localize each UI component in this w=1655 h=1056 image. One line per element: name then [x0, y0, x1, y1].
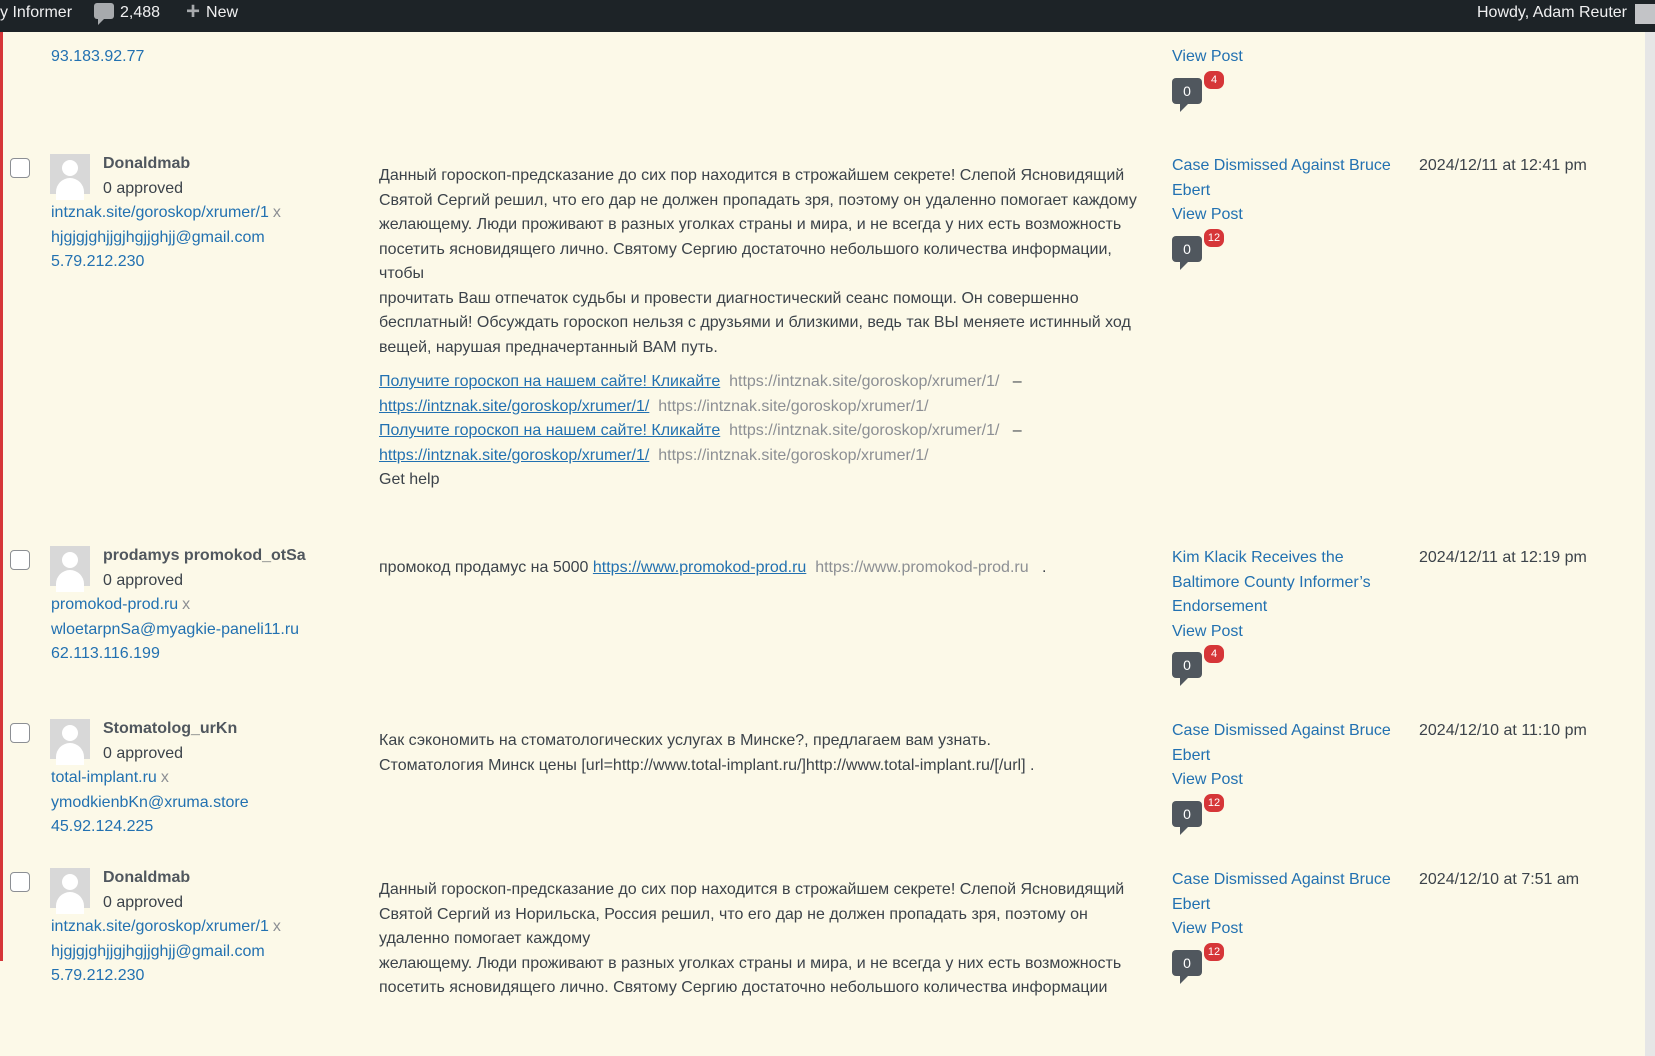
view-post-link[interactable]: View Post — [1172, 622, 1243, 640]
comment-closing: Get help — [379, 471, 440, 488]
pending-count: 12 — [1202, 792, 1226, 814]
comment-link[interactable]: Получите гороскоп на нашем сайте! Кликайте — [379, 422, 721, 439]
comment-paragraph: Как сэкономить на стоматологических услугах в Минске?, предлагаем вам узнать. Стоматология Минск цены [url=http://www.total-implant.ru/]http://www.total-implant.ru/[/url] . — [379, 732, 1035, 774]
link-url: https://intznak.site/goroskop/xrumer/1/ — [729, 422, 1000, 439]
comment-content — [379, 164, 1139, 503]
table-row — [0, 142, 1645, 535]
plus-icon: + — [186, 0, 201, 26]
remove-url-button[interactable]: x — [160, 769, 169, 786]
author-name: prodamys promokod_otSa — [103, 547, 306, 564]
author-links — [51, 201, 281, 275]
author-info — [103, 717, 237, 766]
link-url: https://intznak.site/goroskop/xrumer/1/ — [729, 373, 1000, 390]
comment-date-link[interactable]: 2024/12/10 at 11:10 pm — [1419, 722, 1587, 739]
approved-count: 0 — [1172, 950, 1202, 976]
author-name: Donaldmab — [103, 869, 191, 886]
author-info — [103, 866, 190, 915]
author-links — [51, 593, 299, 667]
approved-count: 0 — [1172, 78, 1202, 104]
author-email-link[interactable]: wloetarpnSa@myagkie-paneli11.ru — [51, 620, 300, 638]
remove-url-button[interactable]: x — [272, 918, 281, 935]
remove-url-button[interactable]: x — [182, 596, 191, 613]
comment-links: Получите гороскоп на нашем сайте! Кликайте https://intznak.site/goroskop/xrumer/1/ – https://intznak.site/goroskop/xrumer/1/ https://intznak.site/goroskop/xrumer/1/ Получите гороскоп на нашем сайте! Кликайте https://intznak.site/goroskop/xrumer/1/ – https://intznak.site/goroskop/xrumer/1/ https://intznak.site/goroskop/xrumer/1/ Get help — [379, 373, 1022, 488]
author-ip-link[interactable]: 62.113.116.199 — [51, 645, 160, 662]
comment-link[interactable]: https://www.promokod-prod.ru — [592, 559, 807, 576]
comment-date-link[interactable]: 2024/12/11 at 12:41 pm — [1419, 157, 1587, 174]
comment-count-bubble[interactable] — [1172, 945, 1397, 990]
admin-bar-new[interactable] — [186, 0, 238, 32]
view-post-link[interactable]: View Post — [1172, 48, 1243, 65]
row-checkbox[interactable] — [10, 550, 30, 570]
author-info — [103, 152, 190, 201]
author-approved-count: 0 approved — [103, 179, 184, 197]
approved-count: 0 — [1172, 801, 1202, 827]
comments-table — [0, 32, 1645, 996]
table-row — [0, 534, 1645, 708]
author-links — [51, 915, 281, 989]
response-column — [1172, 868, 1397, 990]
author-url-link[interactable]: intznak.site/goroskop/xrumer/1 — [51, 918, 269, 935]
avatar — [50, 154, 90, 194]
author-ip-link[interactable]: 5.79.212.230 — [51, 253, 145, 270]
avatar — [50, 546, 90, 586]
view-post-link[interactable]: View Post — [1172, 920, 1243, 937]
table-row — [0, 856, 1645, 1056]
author-url-link[interactable]: intznak.site/goroskop/xrumer/1 — [51, 204, 269, 221]
pending-count: 12 — [1202, 227, 1226, 249]
new-label: New — [206, 4, 239, 21]
author-approved-count: 0 approved — [103, 744, 184, 762]
row-checkbox[interactable] — [10, 872, 30, 892]
view-post-link[interactable]: View Post — [1172, 206, 1243, 223]
comment-link[interactable]: https://intznak.site/goroskop/xrumer/1/ — [379, 446, 650, 464]
link-url: https://www.promokod-prod.ru — [815, 559, 1029, 576]
admin-bar-comments[interactable] — [94, 0, 160, 32]
comment-link[interactable]: Получите гороскоп на нашем сайте! Кликайте — [379, 373, 721, 390]
row-checkbox[interactable] — [10, 723, 30, 743]
response-column — [1172, 546, 1397, 692]
author-email-link[interactable]: hjgjgjghjjgjhgjjghjj@gmail.com — [51, 228, 265, 246]
author-approved-count: 0 approved — [103, 571, 184, 589]
response-column — [1172, 154, 1397, 276]
comment-count-bubble[interactable] — [1172, 231, 1397, 276]
author-name: Stomatolog_urKn — [103, 720, 238, 737]
post-title-link[interactable]: Case Dismissed Against Bruce Ebert — [1172, 157, 1391, 199]
author-url-link[interactable]: total-implant.ru — [51, 769, 157, 786]
response-column — [1172, 719, 1397, 841]
author-ip-link[interactable]: 45.92.124.225 — [51, 818, 154, 835]
avatar — [50, 868, 90, 908]
post-title-link[interactable]: Case Dismissed Against Bruce Ebert — [1172, 871, 1391, 913]
pending-count: 4 — [1202, 643, 1226, 665]
author-email-link[interactable]: ymodkienbKn@xruma.store — [51, 793, 249, 811]
author-approved-count: 0 approved — [103, 893, 184, 911]
comment-link[interactable]: https://intznak.site/goroskop/xrumer/1/ — [379, 397, 650, 415]
approved-count: 0 — [1172, 236, 1202, 262]
link-url: https://intznak.site/goroskop/xrumer/1/ — [658, 446, 929, 464]
author-ip-link[interactable]: 93.183.92.77 — [51, 48, 145, 65]
author-links — [51, 766, 249, 840]
post-title-link[interactable]: Kim Klacik Receives the Baltimore County Informer’s Endorsement — [1172, 549, 1371, 615]
author-info — [103, 544, 306, 593]
comment-date-link[interactable]: 2024/12/10 at 7:51 am — [1419, 871, 1580, 888]
comment-count-bubble[interactable] — [1172, 73, 1397, 118]
row-checkbox[interactable] — [10, 158, 30, 178]
author-url-link[interactable]: promokod-prod.ru — [51, 596, 179, 613]
avatar — [50, 719, 90, 759]
comment-content — [379, 878, 1139, 1011]
comment-bubble-icon — [94, 3, 114, 19]
author-ip-link[interactable]: 5.79.212.230 — [51, 967, 145, 984]
remove-url-button[interactable]: x — [272, 204, 281, 221]
link-url: https://intznak.site/goroskop/xrumer/1/ — [658, 397, 929, 415]
comments-count: 2,488 — [120, 4, 161, 21]
comment-date-link[interactable]: 2024/12/11 at 12:19 pm — [1419, 549, 1587, 566]
comment-count-bubble[interactable] — [1172, 648, 1397, 692]
post-title-link[interactable]: Case Dismissed Against Bruce Ebert — [1172, 722, 1391, 764]
pending-count: 4 — [1202, 69, 1226, 91]
view-post-link[interactable]: View Post — [1172, 771, 1243, 788]
response-column — [1172, 45, 1397, 118]
user-avatar[interactable] — [1635, 4, 1655, 24]
author-info — [51, 45, 144, 70]
site-name-link[interactable]: y Informer — [0, 4, 73, 21]
comment-content — [379, 729, 1139, 788]
pending-count: 12 — [1202, 941, 1226, 963]
table-row — [0, 707, 1645, 857]
author-name: Donaldmab — [103, 155, 191, 172]
comment-count-bubble[interactable] — [1172, 796, 1397, 841]
author-email-link[interactable]: hjgjgjghjjgjhgjjghjj@gmail.com — [51, 942, 265, 960]
approved-count: 0 — [1172, 652, 1202, 678]
howdy-user-menu[interactable]: Howdy, Adam Reuter — [1477, 4, 1627, 21]
comment-paragraph: промокод продамус на 5000 https://www.promokod-prod.ru https://www.promokod-prod.ru . — [379, 559, 1047, 576]
admin-bar — [0, 0, 1655, 32]
comment-content — [379, 556, 1139, 591]
comment-paragraph: Данный гороскоп-предсказание до сих пор находится в строжайшем секрете! Слепой Ясновидящий Святой Сергий решил, что его дар не должен пропадать зря, поэтому он удаленно помогает каждому желающему. Люди проживают в разных уголках страны и мира, и не всегда у них есть возможность посетить ясновидящего лично. Святому Сергию достаточно небольшого количества информации, чтобы прочитать Ваш отпечаток судьбы и провести диагностический сеанс помощи. Он совершенно бесплатный! Обсуждать гороскоп нельзя с друзьями и близкими, ведь так ВЫ меняете истинный ход вещей, нарушая предначертанный ВАМ путь. — [379, 167, 1137, 356]
comment-paragraph: Данный гороскоп-предсказание до сих пор находится в строжайшем секрете! Слепой Ясновидящий Святой Сергий из Норильска, Россия решил, что его дар не должен пропадать зря, поэтому он удаленно помогает каждому желающему. Люди проживают в разных уголках страны и мира, и не всегда у них есть возможность посетить ясновидящего лично. Святому Сергию достаточно небольшого количества информации — [379, 881, 1125, 996]
